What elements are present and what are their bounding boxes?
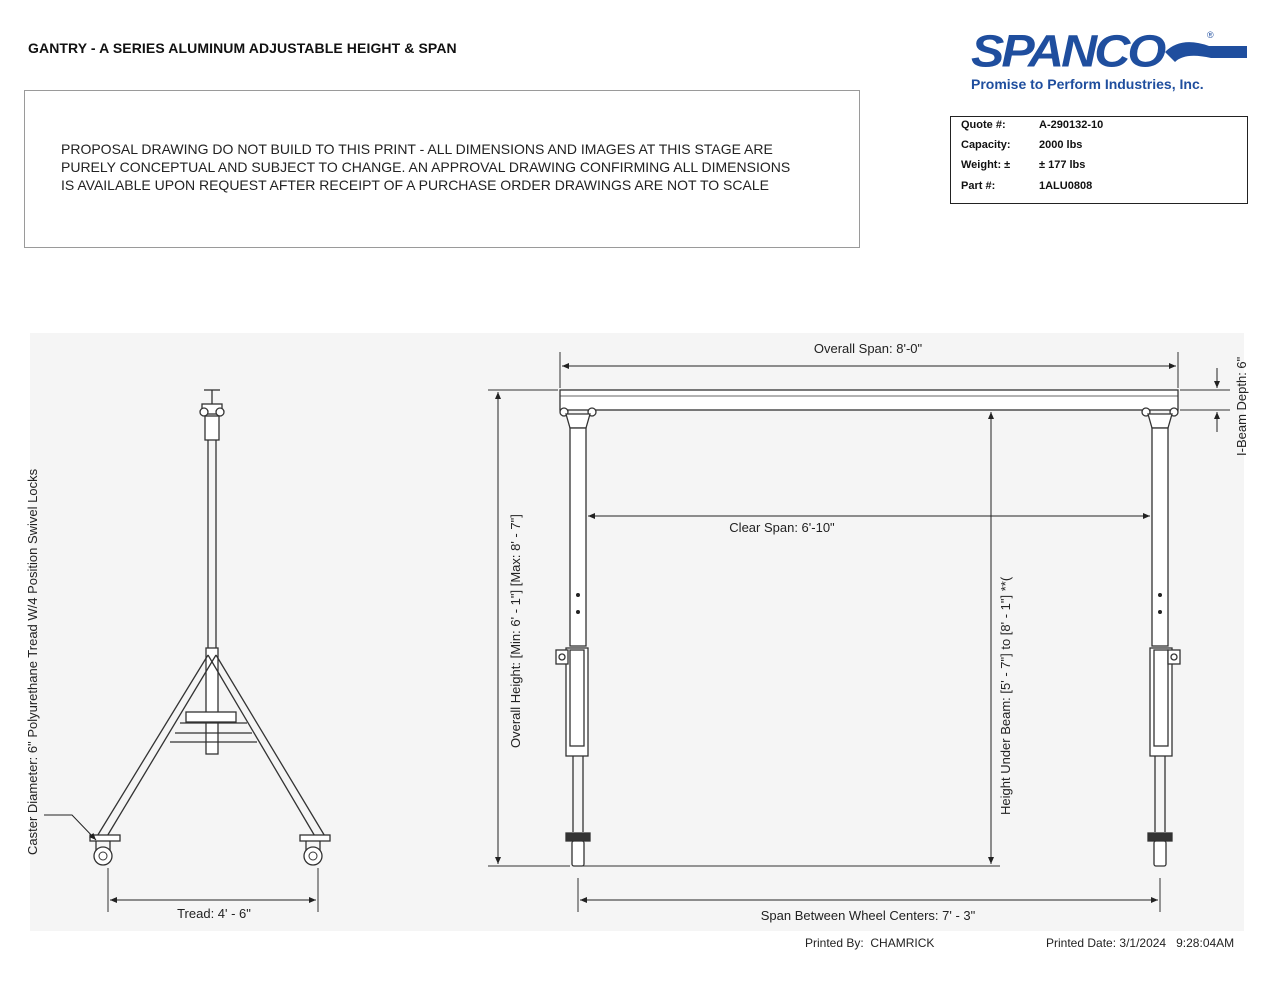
caster-label: Caster Diameter: 6" Polyurethane Tread W/4 Position Swivel Locks	[25, 468, 40, 855]
info-label: Part #:	[961, 180, 996, 192]
info-label: Capacity:	[961, 139, 1011, 151]
logo-tagline: Promise to Perform Industries, Inc.	[971, 76, 1204, 92]
logo-wordmark: SPANCO	[971, 26, 1164, 77]
disclaimer-line: IS AVAILABLE UPON REQUEST AFTER RECEIPT OF A PURCHASE ORDER DRAWINGS ARE NOT TO SCALE	[61, 177, 769, 193]
side-view	[90, 390, 330, 852]
disclaimer-line: PURELY CONCEPTUAL AND SUBJECT TO CHANGE. AN APPROVAL DRAWING CONFIRMING ALL DIMENSIONS	[61, 159, 791, 175]
side-lower-post	[206, 648, 218, 754]
disclaimer-line: PROPOSAL DRAWING DO NOT BUILD TO THIS PRINT - ALL DIMENSIONS AND IMAGES AT THIS STAGE ARE	[61, 141, 773, 157]
printed-by	[805, 936, 934, 950]
height-under-beam-label: Height Under Beam: [5' - 7"] to [8' - 1"] **(	[998, 576, 1013, 815]
wheel-centers-label: Span Between Wheel Centers: 7' - 3"	[760, 908, 976, 923]
overall-span-label: Overall Span: 8'-0"	[813, 341, 923, 356]
overall-height-label: Overall Height: [Min: 6' - 1"] [Max: 8' - 7"]	[508, 514, 523, 748]
pin-hole	[1158, 610, 1162, 614]
side-caster-plate-right	[300, 835, 330, 841]
tread-label: Tread: 4' - 6"	[177, 906, 251, 921]
logo-registered-mark: ®	[1207, 30, 1214, 40]
printed-date	[1046, 936, 1234, 950]
pin-hole	[1158, 593, 1162, 597]
pin-hole	[576, 593, 580, 597]
info-label: Quote #:	[961, 119, 1006, 131]
ibeam-depth-label: I-Beam Depth: 6"	[1234, 356, 1249, 456]
caster-leader-arrow	[44, 815, 96, 840]
side-leg-left	[96, 655, 208, 838]
info-value: A-290132-10	[1039, 119, 1104, 131]
printed-by-label: Printed By:	[805, 936, 864, 950]
side-leg-right	[208, 655, 316, 838]
page-title: GANTRY - A SERIES ALUMINUM ADJUSTABLE HEIGHT & SPAN	[28, 40, 457, 56]
printed-time-value: 9:28:04AM	[1176, 936, 1235, 950]
printed-by-value: CHAMRICK	[870, 936, 935, 950]
clear-span-label: Clear Span: 6'-10"	[729, 520, 835, 535]
front-view	[556, 390, 1180, 866]
info-value: ± 177 lbs	[1039, 159, 1086, 171]
pin-hole	[576, 610, 580, 614]
info-value: 1ALU0808	[1039, 180, 1093, 192]
printed-date-label: Printed Date:	[1046, 936, 1117, 950]
info-value: 2000 lbs	[1039, 139, 1083, 151]
i-beam	[560, 390, 1178, 410]
info-label: Weight: ±	[961, 159, 1011, 171]
printed-date-value: 3/1/2024	[1119, 936, 1167, 950]
